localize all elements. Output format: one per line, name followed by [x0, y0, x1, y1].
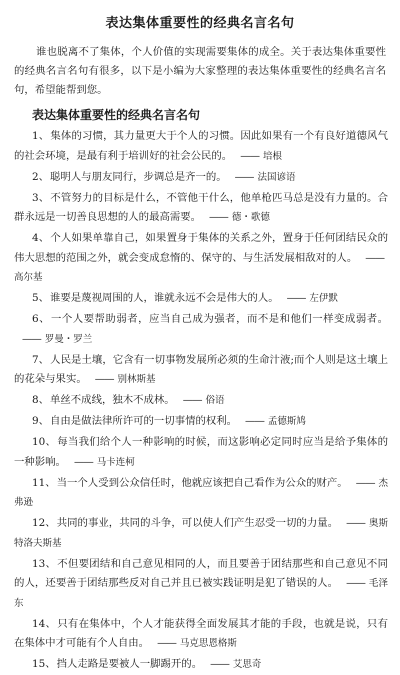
quote-item [14, 615, 388, 654]
quote-item [14, 391, 388, 411]
attribution-dash: —— [209, 211, 228, 223]
quote-author: 马克思恩格斯 [179, 638, 237, 649]
section-title: 表达集体重要性的经典名言名句 [32, 108, 201, 122]
quote-item [14, 229, 388, 288]
attribution-dash: —— [22, 332, 41, 345]
quote-number: 11、 [32, 476, 56, 489]
quote-number: 4、 [32, 232, 50, 244]
quote-item [14, 189, 388, 228]
quote-author: 培根 [262, 150, 282, 162]
quote-text: 每当我们给个人一种影响的时候，而这影响必定同时应当是给予集体的一种影响。 [14, 436, 388, 468]
quote-author: 杰弗逊 [14, 477, 388, 508]
quote-text: 不但要团结和自己意见相同的人，而且要善于团结那些和自己意见不同的人，还要善于团结那些反对自己并且已被实践证明是犯了错误的人。 [14, 557, 388, 589]
quote-item [14, 655, 388, 675]
quote-item [14, 168, 388, 188]
quote-text: 单丝不成线，独木不成林。 [50, 394, 175, 406]
attribution-dash: —— [73, 455, 93, 468]
attribution-dash: —— [355, 476, 375, 489]
attribution-dash: —— [210, 658, 229, 670]
attribution-dash: —— [365, 251, 384, 264]
quote-author: 马卡连柯 [96, 456, 135, 468]
quote-text: 不管努力的目标是什么，不管他干什么，他单枪匹马总是没有力量的。合群永远是一切善良思想的人的最高需要。 [14, 191, 388, 223]
attribution-dash: —— [94, 373, 114, 385]
quote-text: 挡人走路是要被人一脚踢开的。 [56, 658, 203, 670]
quote-text: 自由是做法律所许可的一切事情的权利。 [50, 415, 238, 427]
quote-item [14, 514, 388, 553]
attribution-dash: —— [157, 637, 176, 649]
quote-number: 3、 [32, 191, 50, 204]
quote-author: 别林斯基 [117, 374, 156, 385]
quote-text: 谁要是蔑视周围的人，谁就永远不会是伟大的人。 [50, 292, 279, 304]
quote-number: 14、 [32, 617, 57, 630]
quote-author: 孟德斯鸠 [267, 416, 306, 427]
attribution-dash: —— [234, 170, 254, 183]
quote-author: 德・歌德 [231, 212, 270, 223]
quote-text: 个人如果单靠自己，如果置身于集体的关系之外，置身于任何团结民众的伟大思想的范围之外，就会变成怠惰的、保守的、与生活发展相敌对的人。 [14, 232, 388, 264]
quote-number: 6、 [32, 313, 50, 325]
quote-number: 1、 [32, 130, 50, 142]
quote-number: 15、 [32, 658, 56, 670]
quote-number: 12、 [32, 517, 56, 529]
quote-text: 一个人要帮助弱者，应当自己成为强者，而不是和他们一样变成弱者。 [51, 313, 388, 325]
quote-item [14, 474, 388, 513]
quote-author: 高尔基 [14, 272, 43, 283]
quote-item [14, 433, 388, 472]
quote-text: 集体的习惯，其力量更大于个人的习惯。因此如果有一个有良好道德风气的社会环境，是最有利于培训好的社会公民的。 [14, 130, 388, 162]
quote-author: 左伊默 [309, 293, 338, 304]
quote-text: 当一个人受到公众信任时，他就应该把自己看作为公众的财产。 [56, 476, 348, 489]
attribution-dash: —— [182, 394, 202, 406]
quote-author: 法国谚语 [257, 171, 296, 183]
quote-number: 9、 [32, 415, 50, 427]
quote-number: 2、 [32, 170, 50, 183]
intro-paragraph: 谁也脱离不了集体，个人价值的实现需要集体的成全。关于表达集体重要性的经典名言名句有很多，以下是小编为大家整理的表达集体重要性的经典名言名句，希望能帮到您。 [14, 46, 386, 96]
quote-text: 只有在集体中，个人才能获得全面发展其才能的手段，也就是说，只有在集体中才可能有个人自由。 [14, 617, 388, 649]
quote-author: 毛泽东 [14, 578, 388, 609]
quote-item [14, 555, 388, 614]
quote-text: 共同的事业，共同的斗争，可以使人们产生忍受一切的力量。 [56, 517, 339, 529]
attribution-dash: —— [245, 415, 264, 427]
attribution-dash: —— [346, 517, 365, 529]
quote-text: 聪明人与朋友同行，步调总是齐一的。 [50, 170, 227, 183]
attribution-dash: —— [240, 149, 259, 162]
quote-author: 艾思奇 [232, 659, 262, 670]
quote-number: 10、 [32, 436, 57, 448]
quote-list [8, 127, 392, 675]
quote-author: 奥斯特洛夫斯基 [14, 518, 388, 549]
quote-item [14, 289, 388, 309]
quote-number: 8、 [32, 394, 50, 406]
quote-text: 人民是土壤，它含有一切事物发展所必须的生命汁液;而个人则是这土壤上的花朵与果实。 [14, 353, 388, 385]
quote-item [14, 310, 388, 349]
quote-number: 5、 [32, 292, 50, 304]
quote-item [14, 412, 388, 432]
quote-author: 罗曼・罗兰 [44, 333, 93, 345]
attribution-dash: —— [286, 292, 306, 304]
quote-item [14, 351, 388, 390]
quote-author: 俗语 [205, 395, 225, 406]
quote-item [14, 127, 388, 166]
quote-number: 7、 [32, 353, 50, 366]
document-title: 表达集体重要性的经典名言名句 [105, 16, 295, 31]
quote-number: 13、 [32, 557, 57, 570]
attribution-dash: —— [346, 577, 365, 589]
